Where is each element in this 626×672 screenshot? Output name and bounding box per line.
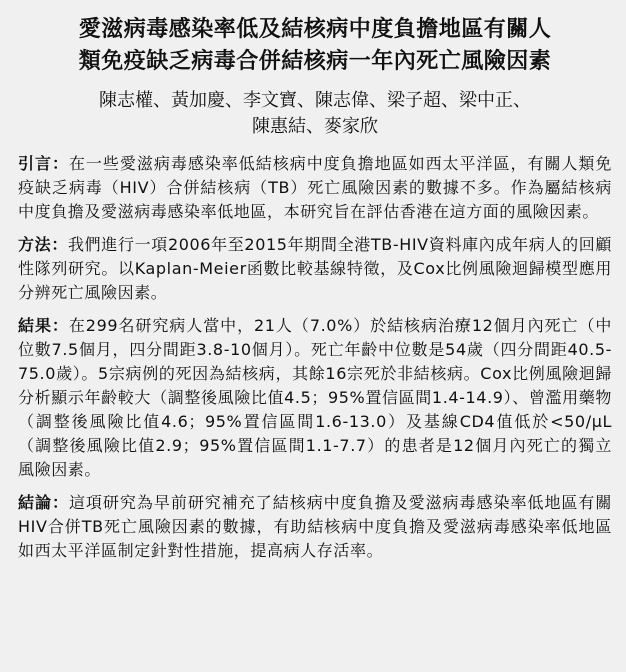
section-introduction: [18, 152, 612, 224]
author-list: [18, 88, 612, 140]
section-label-introduction: 引言：: [18, 154, 69, 173]
section-results: [18, 314, 612, 482]
section-methods: [18, 233, 612, 305]
section-text-conclusion: 這項研究為早前研究補充了結核病中度負擔及愛滋病毒感染率低地區有關HIV合併TB死亡風險因素的數據，有助結核病中度負擔及愛滋病毒感染率低地區如西太平洋區制定針對性措施，提高病人存活率。: [18, 493, 612, 560]
section-label-conclusion: 結論：: [18, 493, 69, 512]
section-label-methods: 方法：: [18, 235, 68, 254]
authors-line-1: 陳志權、黃加慶、李文寶、陳志偉、梁子超、梁中正、: [99, 90, 531, 111]
title-line-1: 愛滋病毒感染率低及結核病中度負擔地區有關人: [78, 17, 552, 42]
authors-line-2: 陳惠結、麥家欣: [252, 116, 378, 137]
section-text-results: 在299名研究病人當中，21人（7.0%）於結核病治療12個月內死亡（中位數7.5個月，四分間距3.8-10個月）。死亡年齡中位數是54歲（四分間距40.5-75.0歲）。5宗病例的死因為結核病，其餘16宗死於非結核病。Cox比例風險迴歸分析顯示年齡較大（調整後風險比值4.5；95%置信區間1.4-14.9）、曾濫用藥物（調整後風險比值4.6；95%置信區間1.6-13.0）及基線CD4值低於<50/μL（調整後風險比值2.9；95%置信區間1.1-7.7）的患者是12個月內死亡的獨立風險因素。: [18, 316, 612, 479]
paper-title: [18, 14, 612, 78]
section-text-introduction: 在一些愛滋病毒感染率低結核病中度負擔地區如西太平洋區，有關人類免疫缺乏病毒（HIV）合併結核病（TB）死亡風險因素的數據不多。作為屬結核病中度負擔及愛滋病毒感染率低地區，本研究旨在評估香港在這方面的風險因素。: [18, 154, 612, 221]
section-conclusion: [18, 491, 612, 563]
section-text-methods: 我們進行一項2006年至2015年期間全港TB-HIV資料庫內成年病人的回顧性隊列研究。以Kaplan-Meier函數比較基線特徵，及Cox比例風險迴歸模型應用分辨死亡風險因素。: [18, 235, 612, 302]
title-line-2: 類免疫缺乏病毒合併結核病一年內死亡風險因素: [78, 49, 552, 74]
section-label-results: 結果：: [18, 316, 69, 335]
